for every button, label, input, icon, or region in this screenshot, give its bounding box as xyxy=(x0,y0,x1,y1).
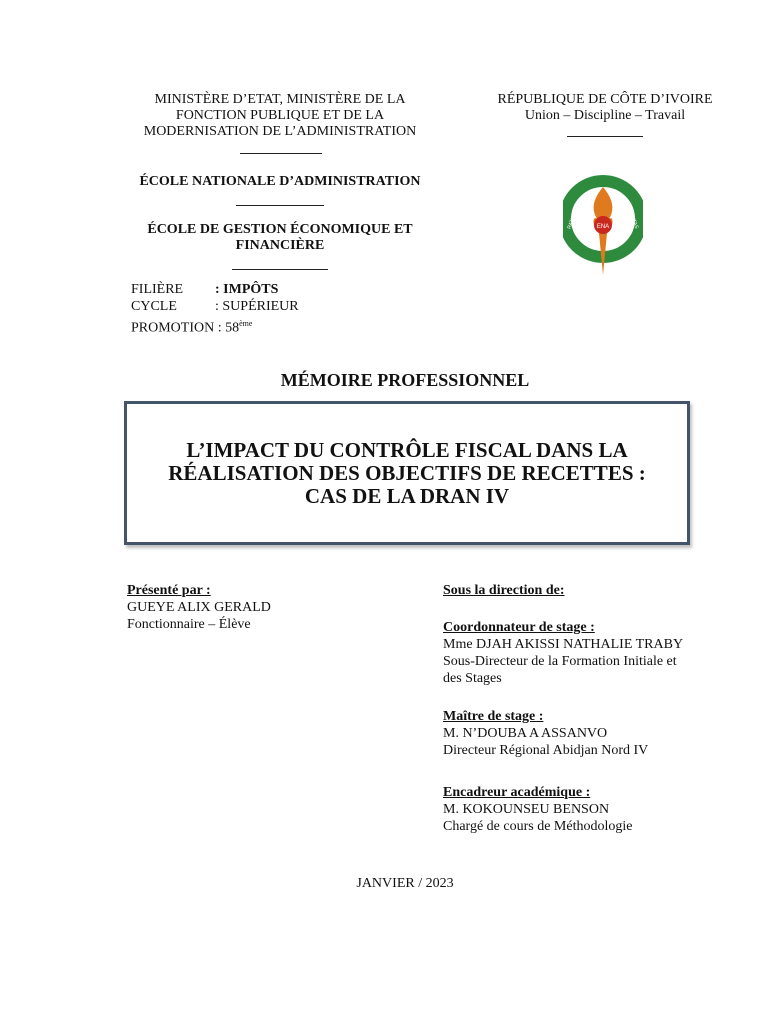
divider xyxy=(236,205,324,206)
author-name: GUEYE ALIX GERALD xyxy=(127,600,271,615)
divider xyxy=(240,153,322,154)
supervisor-role: Directeur Régional Abidjan Nord IV xyxy=(443,743,649,758)
academic-block xyxy=(443,784,733,835)
title-line: L’IMPACT DU CONTRÔLE FISCAL DANS LA xyxy=(186,437,628,462)
supervisor-name: M. N’DOUBA A ASSANVO xyxy=(443,726,608,741)
supervisor-block xyxy=(443,708,733,759)
promotion-row xyxy=(131,316,252,337)
cycle-label: CYCLE xyxy=(131,299,177,314)
coordinator-role: Sous-Directeur de la Formation Initiale et xyxy=(443,654,677,669)
department-line: FINANCIÈRE xyxy=(235,238,325,253)
cycle-row xyxy=(131,299,299,315)
ministry-line: MODERNISATION DE L’ADMINISTRATION xyxy=(143,124,417,139)
coordinator-heading: Coordonnateur de stage : xyxy=(443,620,595,635)
national-motto: Union – Discipline – Travail xyxy=(524,108,686,123)
promotion-suffix: ème xyxy=(239,319,253,328)
divider xyxy=(567,136,643,137)
promotion-label: PROMOTION : xyxy=(131,320,222,336)
direction-heading: Sous la direction de: xyxy=(443,583,565,598)
country-name: RÉPUBLIQUE DE CÔTE D’IVOIRE xyxy=(497,92,713,107)
filiere-row xyxy=(131,282,278,298)
ministry-line: FONCTION PUBLIQUE ET DE LA xyxy=(175,108,385,123)
presented-by xyxy=(127,582,427,633)
academic-heading: Encadreur académique : xyxy=(443,785,591,800)
cycle-value: : SUPÉRIEUR xyxy=(215,299,299,314)
document-date: JANVIER / 2023 xyxy=(356,876,454,891)
logo-ring-text-right: VERITAS xyxy=(626,207,640,230)
academic-name: M. KOKOUNSEU BENSON xyxy=(443,802,610,817)
ministry-line: MINISTÈRE D’ETAT, MINISTÈRE DE LA xyxy=(154,92,406,107)
title-line: RÉALISATION DES OBJECTIFS DE RECETTES : xyxy=(168,460,646,485)
school-name: ÉCOLE NATIONALE D’ADMINISTRATION xyxy=(139,174,421,189)
logo-ring-text-left: RATIONE xyxy=(566,207,580,230)
coordinator-name: Mme DJAH AKISSI NATHALIE TRABY xyxy=(443,637,684,652)
ministry-header xyxy=(130,92,430,140)
filiere-label: FILIÈRE xyxy=(131,282,184,297)
presented-heading: Présenté par : xyxy=(127,583,211,598)
republic-header xyxy=(480,92,730,124)
thesis-title xyxy=(137,439,677,508)
promotion-value: 58 xyxy=(225,320,240,336)
divider xyxy=(232,269,328,270)
coordinator-block xyxy=(443,619,733,687)
title-line: CAS DE LA DRAN IV xyxy=(304,483,510,508)
document-type: MÉMOIRE PROFESSIONNEL xyxy=(280,370,530,390)
logo-center-text: ENA xyxy=(596,224,610,230)
department-line: ÉCOLE DE GESTION ÉCONOMIQUE ET xyxy=(147,222,413,237)
coordinator-role: des Stages xyxy=(443,671,502,686)
filiere-value: : IMPÔTS xyxy=(215,282,279,297)
title-box xyxy=(124,401,690,545)
ena-logo xyxy=(563,175,643,279)
department-name xyxy=(130,222,430,254)
author-role: Fonctionnaire – Élève xyxy=(127,617,251,632)
supervisor-heading: Maître de stage : xyxy=(443,709,544,724)
academic-role: Chargé de cours de Méthodologie xyxy=(443,819,633,834)
